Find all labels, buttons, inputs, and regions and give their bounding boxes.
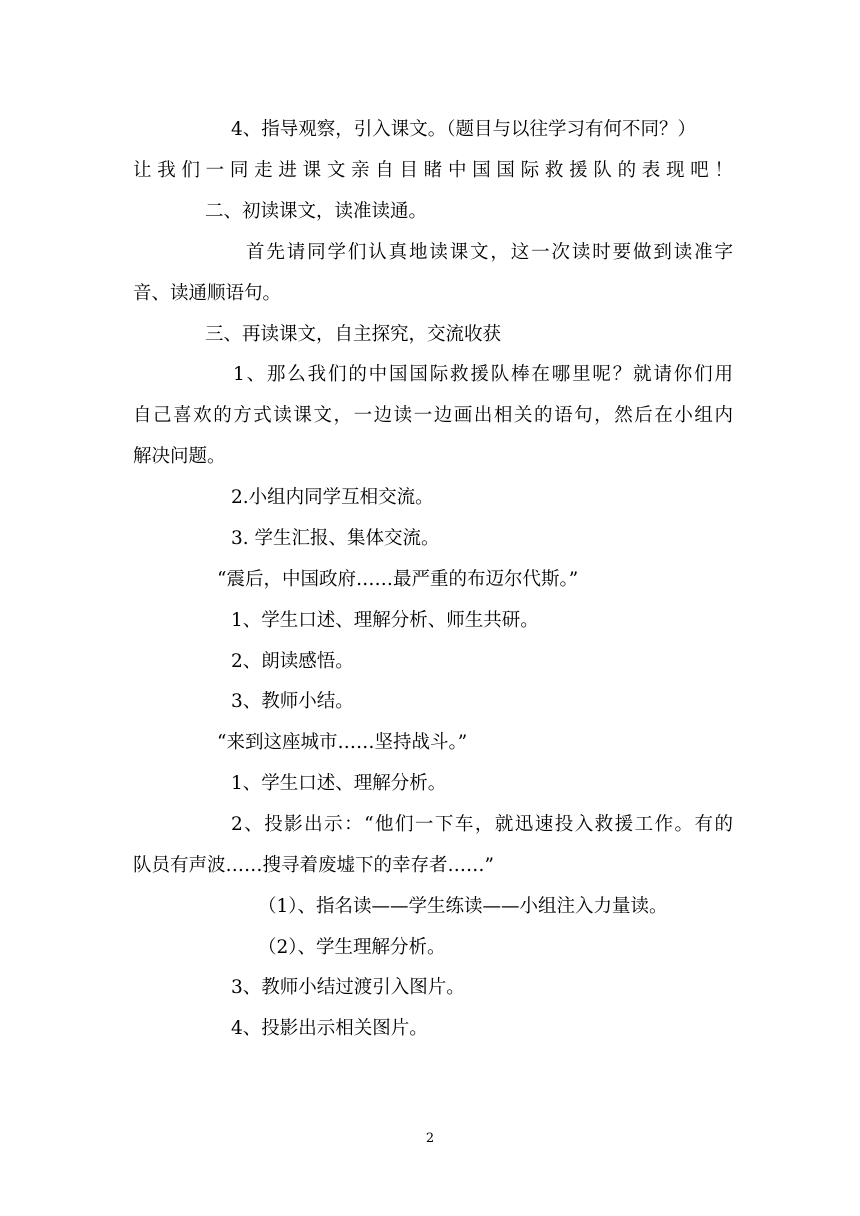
page-number: 2 <box>425 1131 435 1146</box>
paragraph-line-9: 解决问题。 <box>133 446 226 467</box>
section-heading-3: 三、再读课文，自主探究，交流收获 <box>205 324 502 345</box>
section-heading-2: 二、初读课文，读准读通。 <box>205 201 428 222</box>
paragraph-line-8: 自己喜欢的方式读课文，一边读一边画出相关的语句，然后在小组内 <box>133 405 733 426</box>
paragraph-line-2: 让我们一同走进课文亲自目睹中国国际救援队的表现吧！ <box>133 160 733 181</box>
paragraph-line-5: 音、读通顺语句。 <box>133 283 282 304</box>
paragraph-line-13: 1、学生口述、理解分析、师生共研。 <box>231 610 539 631</box>
quote-line-16: “来到这座城市……坚持战斗。” <box>217 732 468 753</box>
quote-line-12: “震后，中国政府……最严重的布迈尔代斯。” <box>217 569 579 590</box>
paragraph-line-10: 2.小组内同学互相交流。 <box>231 487 434 508</box>
paragraph-line-19: 队员有声波……搜寻着废墟下的幸存者……” <box>133 855 494 876</box>
paragraph-line-11: 3. 学生汇报、集体交流。 <box>231 528 440 549</box>
paragraph-line-17: 1、学生口述、理解分析。 <box>231 773 447 794</box>
paragraph-line-7: 1、那么我们的中国国际救援队棒在哪里呢？就请你们用 <box>233 364 733 385</box>
paragraph-line-15: 3、教师小结。 <box>231 691 354 712</box>
paragraph-line-21: （2）、学生理解分析。 <box>258 937 446 958</box>
paragraph-line-4: 首先请同学们认真地读课文，这一次读时要做到读准字 <box>246 242 733 263</box>
paragraph-line-1: 4、指导观察，引入课文。（题目与以往学习有何不同？） <box>231 119 697 140</box>
paragraph-line-22: 3、教师小结过渡引入图片。 <box>231 977 465 998</box>
paragraph-line-20: （1）、指名读——学生练读——小组注入力量读。 <box>258 896 668 917</box>
paragraph-line-18: 2、投影出示：“他们一下车，就迅速投入救援工作。有的 <box>231 814 733 835</box>
paragraph-line-23: 4、投影出示相关图片。 <box>231 1018 428 1039</box>
paragraph-line-14: 2、朗读感悟。 <box>231 651 354 672</box>
